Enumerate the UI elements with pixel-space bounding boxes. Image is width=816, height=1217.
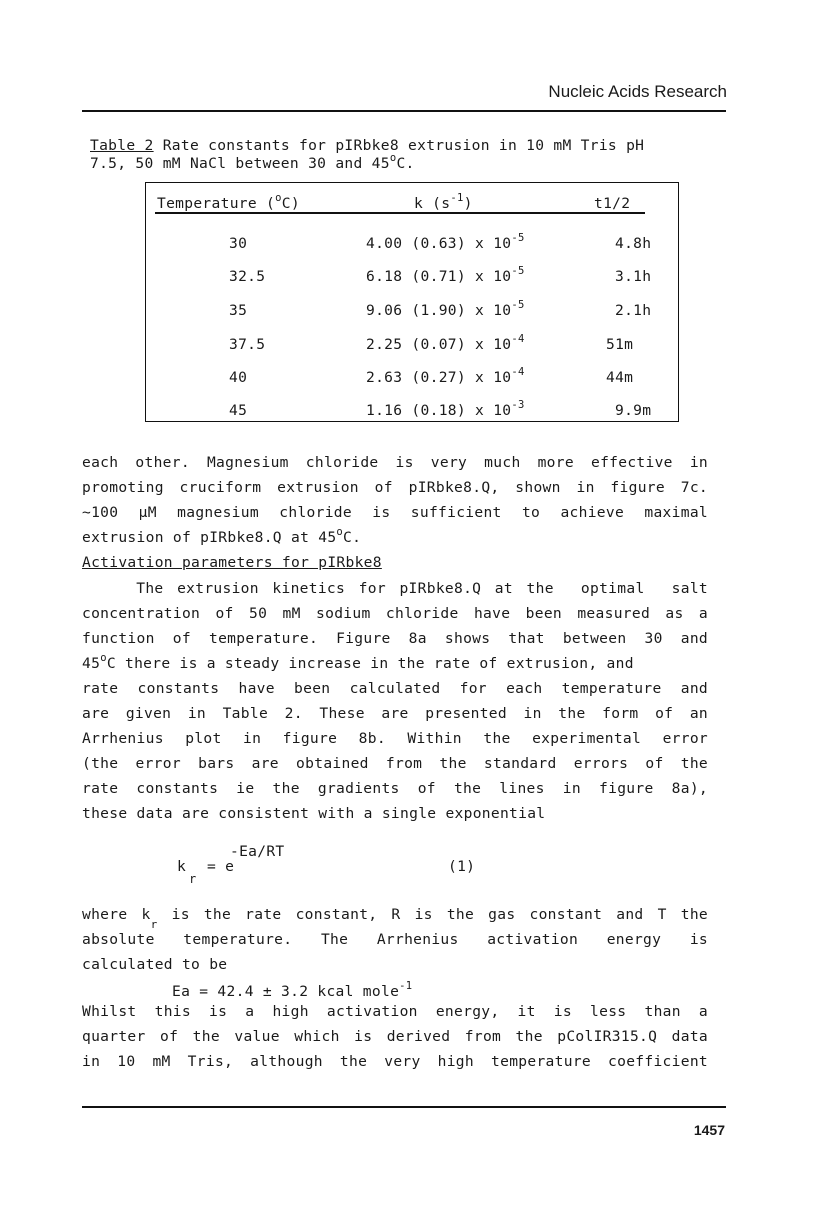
body-line: ~100 µM magnesium chloride is sufficient to achieve maximal [82, 504, 708, 521]
body-line: (the error bars are obtained from the standard errors of the [82, 755, 708, 772]
cell-t-half: 3.1h [615, 268, 652, 285]
cell-k [366, 366, 525, 386]
cell-temperature: 37.5 [229, 336, 266, 353]
body-text: C there is a steady increase in the rate of extrusion, and [106, 655, 634, 672]
cell-t-half: 4.8h [615, 235, 652, 252]
cell-temperature: 40 [229, 369, 248, 386]
subscript: r [150, 918, 158, 931]
cell-t-half: 44m [606, 369, 634, 386]
body-line: in 10 mM Tris, although the very high temperature coefficient [82, 1053, 708, 1070]
table-caption-line2 [90, 152, 415, 172]
cell-k-value: 1.16 (0.18) x 10 [366, 402, 512, 419]
equation-exponent: -Ea/RT [230, 843, 285, 860]
cell-k-exponent: -5 [511, 232, 525, 244]
cell-k-exponent: -4 [511, 366, 525, 378]
equation-subscript: r [189, 872, 197, 886]
cell-k [366, 399, 525, 419]
header-k-end: ) [463, 195, 473, 212]
body-line [82, 652, 634, 672]
header-k-text: k (s [414, 195, 451, 212]
table-label: Table 2 [90, 137, 154, 154]
body-line: are given in Table 2. These are presented in the form of an [82, 705, 708, 722]
body-line [82, 906, 708, 931]
cell-t-half: 2.1h [615, 302, 652, 319]
cell-k-value: 6.18 (0.71) x 10 [366, 268, 512, 285]
equation-activation-energy [172, 980, 413, 1000]
cell-k [366, 333, 525, 353]
caption-line2-text: 7.5, 50 mM NaCl between 30 and 45 [90, 155, 390, 172]
table-caption [90, 137, 644, 154]
cell-k-exponent: -4 [511, 333, 525, 345]
cell-k-value: 2.25 (0.07) x 10 [366, 336, 512, 353]
cell-t-half: 9.9m [615, 402, 652, 419]
equation-text: Ea = 42.4 ± 3.2 kcal mole [172, 983, 400, 1000]
body-line: rate constants have been calculated for each temperature and [82, 680, 708, 697]
body-text: extrusion of pIRbke8.Q at 45 [82, 529, 337, 546]
degree-symbol: o [100, 652, 107, 664]
degree-symbol: o [275, 192, 282, 204]
equation-lhs: k [177, 858, 187, 875]
caption-line2-end: C. [396, 155, 415, 172]
equation-number: (1) [448, 858, 476, 875]
cell-k-exponent: -3 [511, 399, 525, 411]
body-line: Whilst this is a high activation energy, it is less than a [82, 1003, 708, 1020]
cell-temperature: 45 [229, 402, 248, 419]
body-line: promoting cruciform extrusion of pIRbke8.Q, shown in figure 7c. [82, 479, 708, 496]
body-text: 45 [82, 655, 101, 672]
body-line: quarter of the value which is derived from the pColIR315.Q data [82, 1028, 708, 1045]
header-rule [82, 110, 726, 112]
degree-symbol: o [389, 152, 397, 164]
cell-k [366, 299, 525, 319]
cell-t-half: 51m [606, 336, 634, 353]
body-text: C. [343, 529, 362, 546]
cell-k-value: 2.63 (0.27) x 10 [366, 369, 512, 386]
cell-temperature: 32.5 [229, 268, 266, 285]
cell-temperature: 35 [229, 302, 248, 319]
header-temperature-text: Temperature ( [157, 195, 276, 212]
cell-k-exponent: -5 [511, 265, 525, 277]
body-line: calculated to be [82, 956, 228, 973]
journal-name: Nucleic Acids Research [548, 82, 727, 101]
cell-k [366, 265, 525, 285]
body-line: Arrhenius plot in figure 8b. Within the experimental error [82, 730, 708, 747]
table-caption-text: Rate constants for pIRbke8 extrusion in 10 mM Tris pH [153, 137, 645, 154]
header-k [414, 192, 473, 212]
cell-k [366, 232, 525, 252]
header-k-exponent: -1 [450, 192, 464, 204]
body-line: each other. Magnesium chloride is very much more effective in [82, 454, 708, 471]
equation-mid: = e [207, 858, 235, 875]
degree-symbol: o [336, 526, 344, 538]
table-header-rule [155, 212, 645, 214]
body-line: these data are consistent with a single exponential [82, 805, 546, 822]
body-line: concentration of 50 mM sodium chloride have been measured as a [82, 605, 708, 622]
body-line: absolute temperature. The Arrhenius activation energy is [82, 931, 708, 948]
equation-exponent: -1 [399, 980, 413, 992]
header-temperature [157, 192, 300, 212]
cell-temperature: 30 [229, 235, 248, 252]
body-line: rate constants ie the gradients of the lines in figure 8a), [82, 780, 708, 797]
header-temperature-unit: C) [281, 195, 300, 212]
cell-k-exponent: -5 [511, 299, 525, 311]
footer-rule [82, 1106, 726, 1108]
section-heading: Activation parameters for pIRbke8 [82, 554, 382, 571]
cell-k-value: 9.06 (1.90) x 10 [366, 302, 512, 319]
body-text: is the rate constant, R is the gas constant and T the [157, 906, 708, 923]
body-line: function of temperature. Figure 8a shows that between 30 and [82, 630, 708, 647]
body-text: where k [82, 906, 151, 923]
header-t-half: t1/2 [594, 195, 631, 212]
body-line [82, 526, 362, 546]
body-line: The extrusion kinetics for pIRbke8.Q at the optimal salt [82, 580, 708, 597]
page-number: 1457 [693, 1122, 725, 1138]
cell-k-value: 4.00 (0.63) x 10 [366, 235, 512, 252]
